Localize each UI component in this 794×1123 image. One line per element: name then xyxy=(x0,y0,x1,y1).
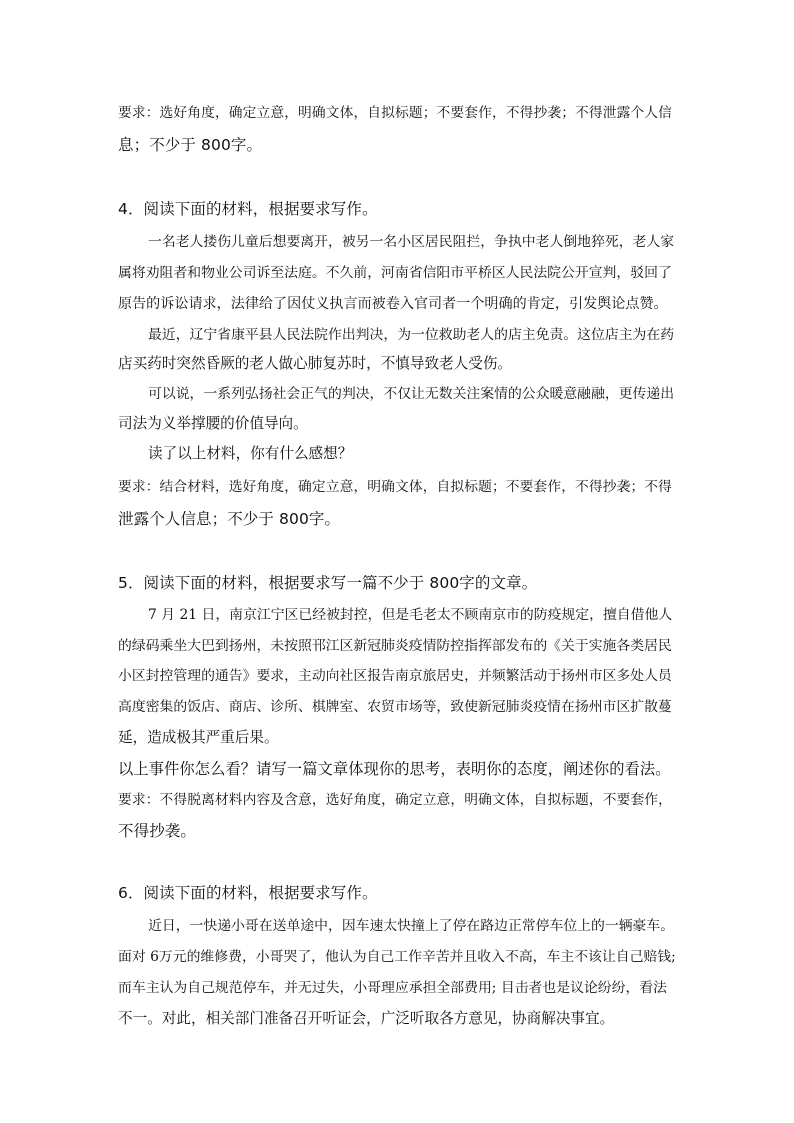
material-line: 的绿码乘坐大巴到扬州，未按照邗江区新冠肺炎疫情防控指挥部发布的《关于实施各类居民 xyxy=(118,638,672,654)
text-line: 要求：选好角度，确定立意，明确文体，自拟标题；不要套作，不得抄袭；不得泄露个人信 xyxy=(118,105,673,121)
material-line: 可以说，一系列弘扬社会正气的判决，不仅让无数关注案情的公众暖意融融，更传递出 xyxy=(148,386,675,402)
material-line: 不一。对此，相关部门准备召开听证会，广泛听取各方意见，协商解决事宜。 xyxy=(118,1010,615,1027)
material-line: 店买药时突然昏厥的老人做心肺复苏时，不慎导致老人受伤。 xyxy=(118,355,513,372)
material-line: 司法为义举撑腰的价值导向。 xyxy=(118,415,308,432)
prompt-line: 以上事件你怎么看？请写一篇文章体现你的思考，表明你的态度，阐述你的看法。 xyxy=(118,760,671,778)
material-line: 7 月 21 日，南京江宁区已经被封控，但是毛老太不顾南京市的防疫规定，擅自借他人 xyxy=(148,607,673,623)
material-line: 面对 6万元的维修费，小哥哭了，他认为自己工作辛苦并且收入不高，车主不该让自己赔钱; xyxy=(118,949,676,965)
material-line: 读了以上材料，你有什么感想？ xyxy=(148,445,353,462)
question-4-heading: 4．阅读下面的材料，根据要求写作。 xyxy=(118,200,378,218)
material-line: 高度密集的饭店、商店、诊所、棋牌室、农贸市场等，致使新冠肺炎疫情在扬州市区扩散蔓 xyxy=(118,699,672,715)
requirement-line: 要求：不得脱离材料内容及含意，选好角度，确定立意，明确文体，自拟标题，不要套作， xyxy=(118,792,673,808)
question-5-heading: 5．阅读下面的材料，根据要求写一篇不少于 800字的文章。 xyxy=(118,574,538,592)
material-line: 最近，辽宁省康平县人民法院作出判决，为一位救助老人的店主免责。这位店主为在药 xyxy=(148,327,675,343)
text-line: 息；不少于 800字。 xyxy=(118,136,263,154)
material-line: 近日，一快递小哥在送单途中，因车速太快撞上了停在路边正常停车位上的一辆豪车。 xyxy=(148,918,675,934)
question-6-heading: 6．阅读下面的材料，根据要求写作。 xyxy=(118,884,378,902)
material-line: 小区封控管理的通告》要求，主动向社区报告南京旅居史，并频繁活动于扬州市区多处人员 xyxy=(118,668,672,684)
requirement-line: 泄露个人信息；不少于 800字。 xyxy=(118,510,341,528)
material-line: 一名老人搂伤儿童后想要离开，被另一名小区居民阻拦，争执中老人倒地猝死，老人家 xyxy=(148,234,675,250)
requirement-line: 不得抄袭。 xyxy=(118,822,197,840)
material-line: 原告的诉讼请求，法律给了因仗义执言而被卷入官司者一个明确的肯定，引发舆论点赞。 xyxy=(118,296,668,312)
requirement-line: 要求：结合材料，选好角度，确定立意，明确文体，自拟标题；不要套作，不得抄袭；不得 xyxy=(118,479,673,495)
material-line: 延，造成极其严重后果。 xyxy=(118,729,279,746)
material-line: 属将劝阻者和物业公司诉至法庭。不久前，河南省信阳市平桥区人民法院公开宣判，驳回了 xyxy=(118,265,672,281)
material-line: 而车主认为自己规范停车，并无过失，小哥理应承担全部费用; 目击者也是议论纷纷，看法 xyxy=(118,980,667,996)
